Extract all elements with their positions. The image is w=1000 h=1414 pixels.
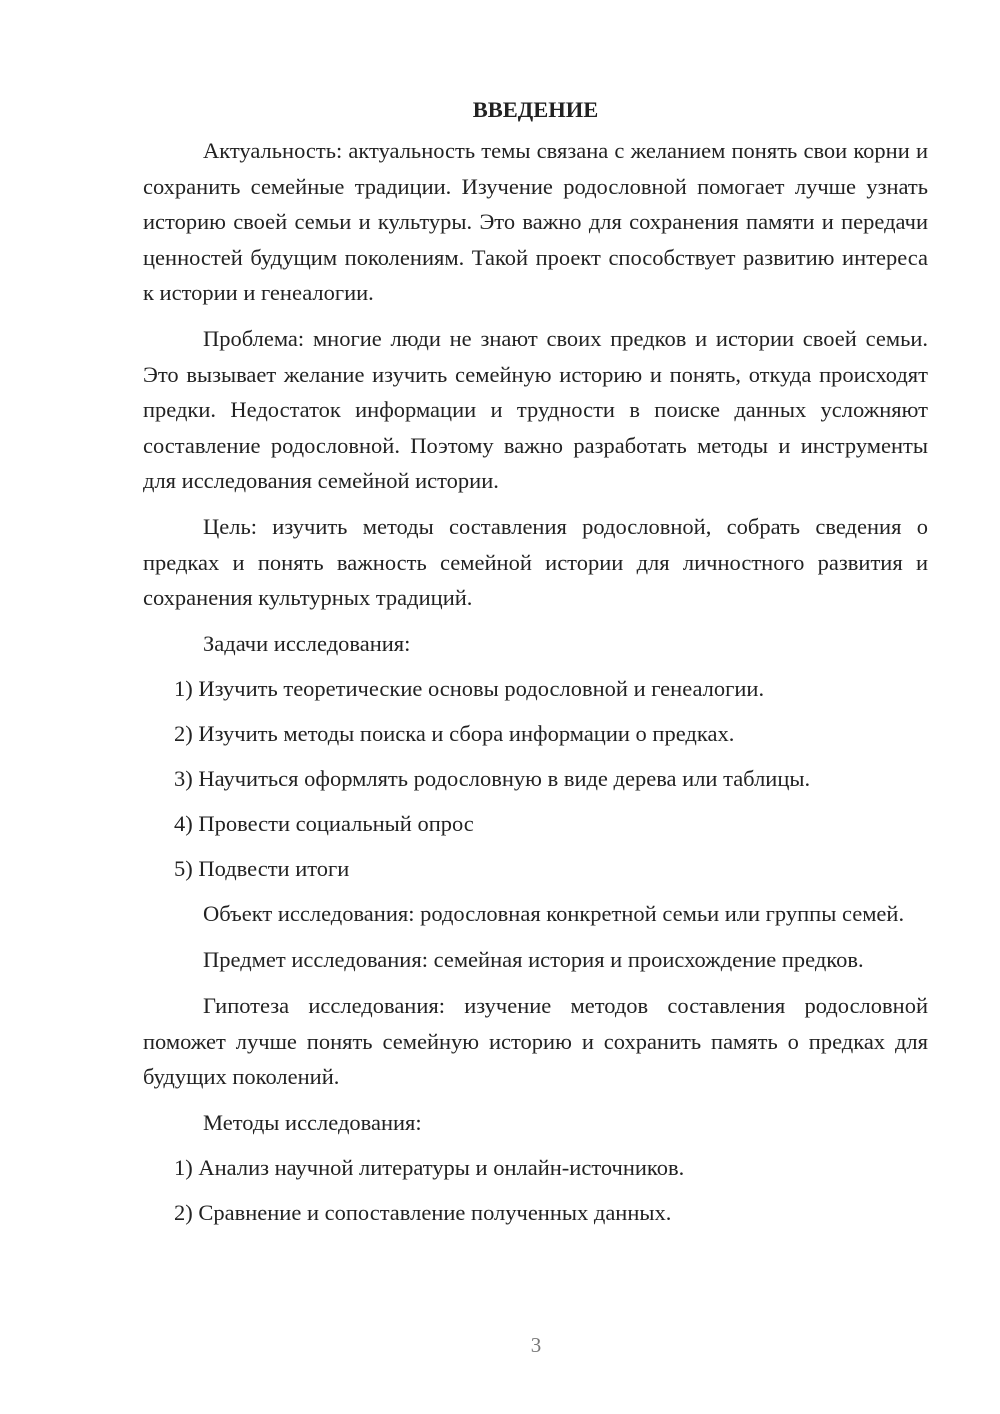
- page-title: ВВЕДЕНИЕ: [472, 97, 599, 122]
- problem-paragraph: Проблема: многие люди не знают своих предков и истории своей семьи. Это вызывает желание изучить семейную историю и понять, откуда происходят предки. Недостаток информации и трудности в поиске данных усложняют составление родословной. Поэтому важно разработать методы и инструменты для исследования семейной истории.: [143, 326, 928, 493]
- hypothesis-paragraph: Гипотеза исследования: изучение методов составления родословной поможет лучше понять семейную историю и сохранить память о предках для будущих поколений.: [143, 993, 928, 1089]
- subject-paragraph: Предмет исследования: семейная история и происхождение предков.: [203, 947, 864, 972]
- list-item: 5) Подвести итоги: [174, 856, 350, 881]
- goal-paragraph: Цель: изучить методы составления родословной, собрать сведения о предках и понять важность семейной истории для личностного развития и сохранения культурных традиций.: [143, 514, 928, 610]
- object-paragraph: Объект исследования: родословная конкретной семьи или группы семей.: [203, 901, 905, 926]
- relevance-paragraph: Актуальность: актуальность темы связана с желанием понять свои корни и сохранить семейные традиции. Изучение родословной помогает лучше узнать историю своей семьи и культуры. Это важно для сохранения памяти и передачи ценностей будущим поколениям. Такой проект способствует развитию интереса к истории и генеалогии.: [143, 138, 928, 305]
- list-item: 2) Изучить методы поиска и сбора информации о предках.: [174, 721, 735, 746]
- list-item: 4) Провести социальный опрос: [174, 811, 474, 836]
- methods-list: [143, 1150, 928, 1231]
- tasks-list: [143, 671, 928, 887]
- tasks-heading: Задачи исследования:: [203, 631, 411, 656]
- list-item: 1) Анализ научной литературы и онлайн-источников.: [174, 1155, 685, 1180]
- list-item: 1) Изучить теоретические основы родословной и генеалогии.: [174, 676, 765, 701]
- list-item: 3) Научиться оформлять родословную в виде дерева или таблицы.: [174, 766, 811, 791]
- list-item: 2) Сравнение и сопоставление полученных данных.: [174, 1200, 672, 1225]
- document-page: [143, 92, 928, 1240]
- page-number: 3: [530, 1333, 542, 1357]
- methods-heading: Методы исследования:: [203, 1110, 422, 1135]
